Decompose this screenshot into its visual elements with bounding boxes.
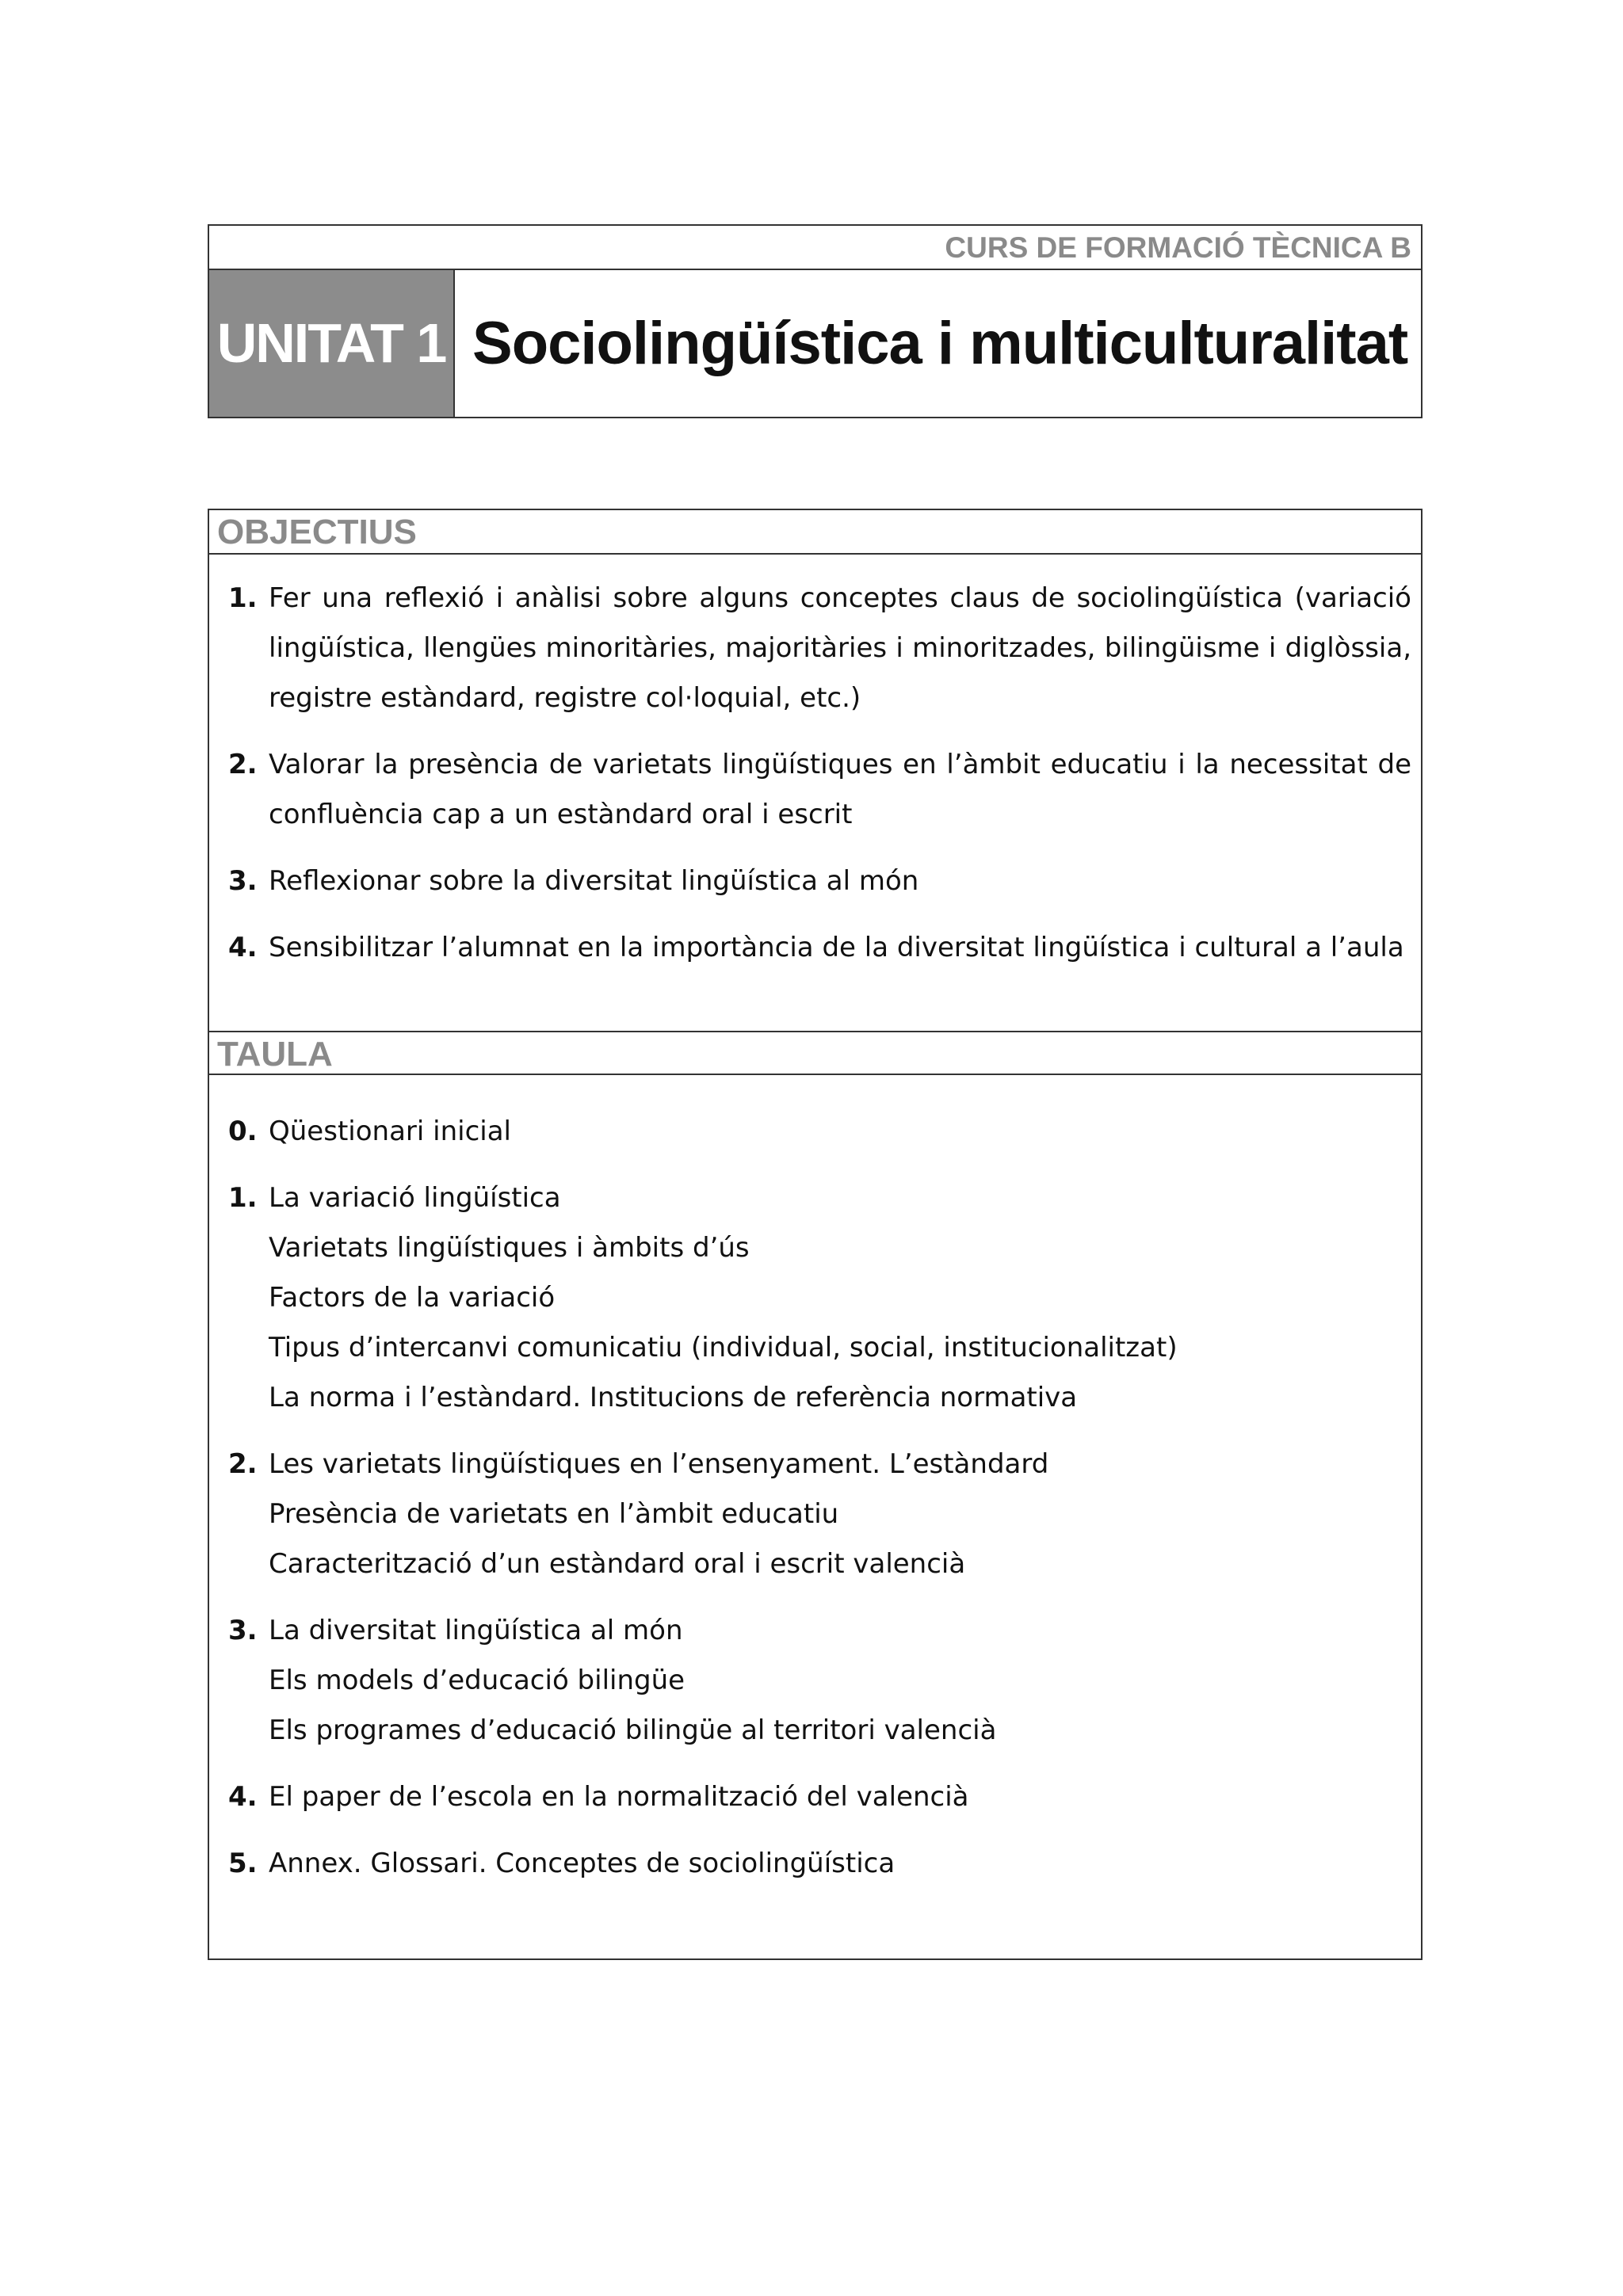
- objective-number: 1.: [228, 582, 258, 614]
- contents-heading: TAULA: [209, 1031, 1421, 1075]
- toc-number: 1.: [228, 1182, 258, 1214]
- toc-number: 2.: [228, 1448, 258, 1480]
- toc-subitem: Varietats lingüístiques i àmbits d’ús: [269, 1232, 750, 1264]
- unit-title: Sociolingüística i multiculturalitat: [472, 310, 1408, 377]
- toc-subitem: Tipus d’intercanvi comunicatiu (individual, social, institucionalitzat): [269, 1332, 1178, 1363]
- objective-number: 4.: [228, 932, 258, 963]
- objective-text: Sensibilitzar l’alumnat en la importància de la diversitat lingüística i cultural a l’aula: [269, 932, 1404, 963]
- objectives-list: [209, 555, 1421, 1031]
- toc-subitem: La norma i l’estàndard. Institucions de referència normativa: [269, 1382, 1078, 1413]
- toc-text: Annex. Glossari. Conceptes de sociolingüística: [269, 1848, 896, 1879]
- toc-subitem: Els programes d’educació bilingüe al territori valencià: [269, 1714, 997, 1746]
- toc-text: La variació lingüística: [269, 1182, 561, 1214]
- objective-item: [209, 856, 1411, 906]
- objective-number: 2.: [228, 749, 258, 780]
- objectives-heading: OBJECTIUS: [209, 510, 1421, 555]
- objective-item: [209, 574, 1411, 723]
- toc-number: 3.: [228, 1615, 258, 1646]
- objective-number: 3.: [228, 865, 258, 897]
- content-box: [208, 509, 1423, 1960]
- toc-subitem: Caracterització d’un estàndard oral i escrit valencià: [269, 1548, 966, 1580]
- toc-item: [209, 1839, 1411, 1889]
- objective-text: Fer una reflexió i anàlisi sobre alguns conceptes claus de sociolingüística (variació lingüística, llengües minoritàries, majoritàries i minoritzades, bilingüisme i diglòssia, registre estàndard, registre col·loquial, etc.): [269, 582, 1411, 714]
- toc-subitem: Factors de la variació: [269, 1282, 556, 1314]
- toc-text: Qüestionari inicial: [269, 1116, 511, 1147]
- toc-item: [209, 1107, 1411, 1157]
- toc-number: 0.: [228, 1116, 258, 1147]
- toc-text: La diversitat lingüística al món: [269, 1615, 683, 1646]
- toc-item: [209, 1440, 1411, 1589]
- toc-text: El paper de l’escola en la normalització del valencià: [269, 1781, 969, 1813]
- toc-number: 5.: [228, 1848, 258, 1879]
- unit-header: [208, 224, 1423, 418]
- objective-item: [209, 923, 1411, 973]
- toc-item: [209, 1606, 1411, 1756]
- course-label: CURS DE FORMACIÓ TÈCNICA B: [209, 226, 1421, 270]
- objective-item: [209, 740, 1411, 840]
- toc-subitem: Els models d’educació bilingüe: [269, 1665, 685, 1696]
- toc-number: 4.: [228, 1781, 258, 1813]
- contents-list: [209, 1075, 1421, 1889]
- toc-text: Les varietats lingüístiques en l’ensenyament. L’estàndard: [269, 1448, 1049, 1480]
- toc-item: [209, 1772, 1411, 1822]
- toc-item: [209, 1173, 1411, 1423]
- toc-subitem: Presència de varietats en l’àmbit educatiu: [269, 1498, 839, 1530]
- objective-text: Valorar la presència de varietats lingüístiques en l’àmbit educatiu i la necessitat de confluència cap a un estàndard oral i escrit: [269, 749, 1411, 830]
- objective-text: Reflexionar sobre la diversitat lingüística al món: [269, 865, 919, 897]
- unit-number-badge: UNITAT 1: [209, 270, 455, 417]
